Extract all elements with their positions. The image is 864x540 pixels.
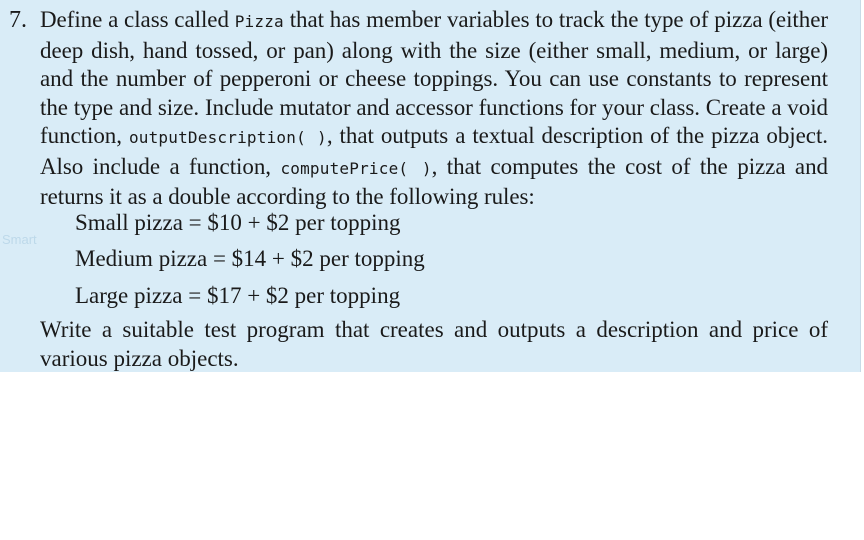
compute-price-code: computePrice( ) — [280, 158, 432, 178]
intro-text-4: , that computes the cost of the pizza and returns it as a double according to the following rules: — [40, 153, 828, 209]
price-rule-small: Small pizza = $10 + $2 per topping — [75, 210, 401, 235]
intro-text-2: that has member variables to track the type of pizza (either deep dish, hand tossed, or pan) along with the size (either small, medium, or large) and the number of pepperoni or cheese toppings. You can use constants to represent the type and size. Include mutator and accessor functions for your class. Create a void function, — [40, 7, 828, 148]
exercise-number: 7. — [9, 7, 27, 33]
output-description-code: outputDescription( ) — [128, 128, 327, 147]
price-rule-medium: Medium pizza = $14 + $2 per topping — [75, 246, 425, 271]
problem-statement — [40, 6, 828, 212]
watermark-text: Smart — [2, 232, 37, 247]
class-name-code: Pizza — [234, 12, 284, 31]
intro-text-3: , that outputs a textual description of the pizza object. Also include a function, — [40, 123, 828, 179]
price-rule-large: Large pizza = $17 + $2 per topping — [75, 283, 401, 308]
intro-text-1: Define a class called — [40, 7, 235, 32]
closing-instruction: Write a suitable test program that creates and outputs a description and price of various pizza objects. — [40, 317, 828, 371]
